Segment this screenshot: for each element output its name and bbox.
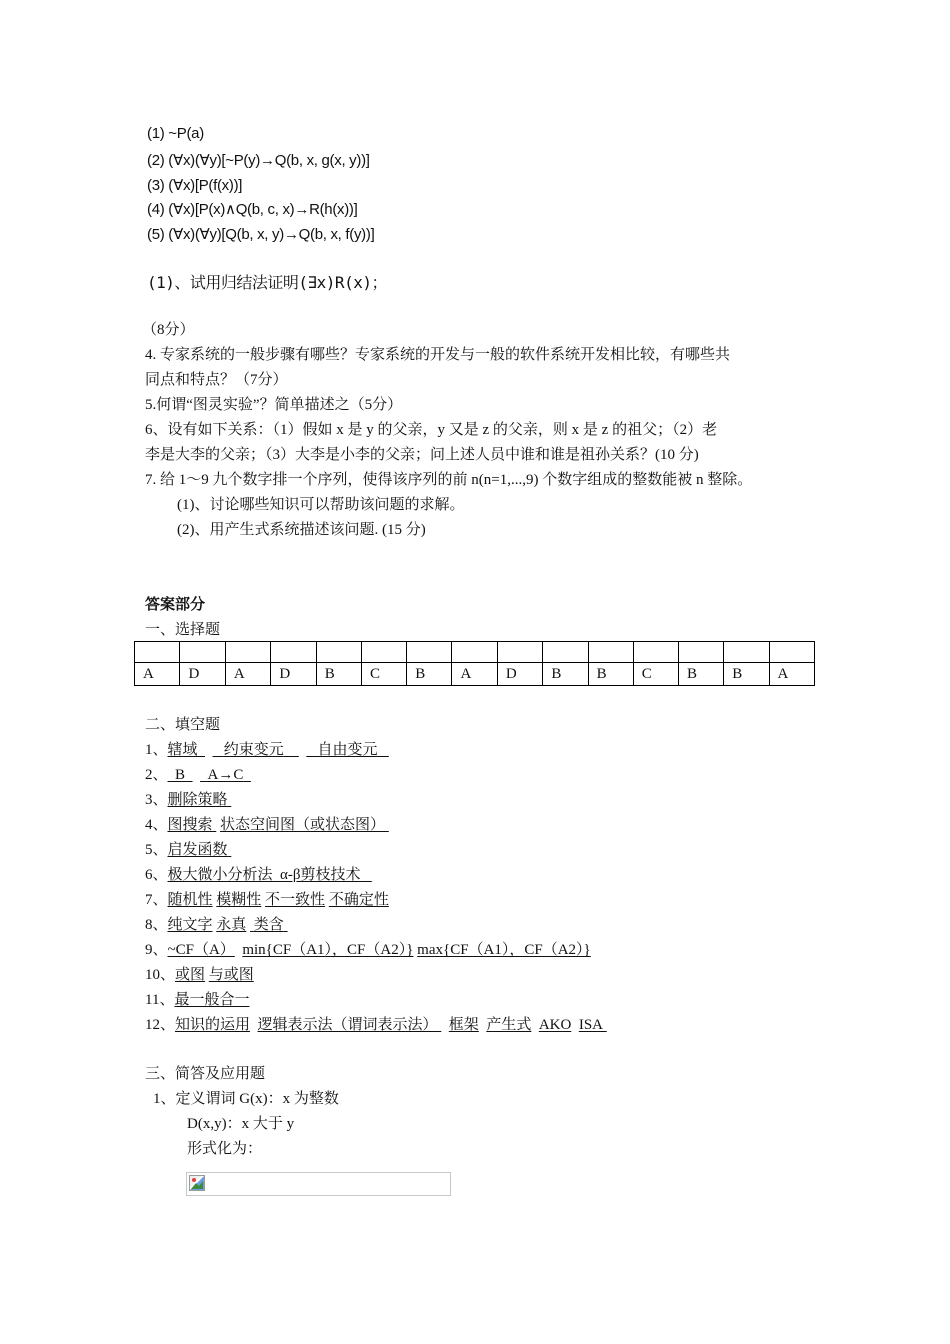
broken-image-icon [189, 1175, 205, 1191]
answers-heading: 答案部分 [145, 597, 206, 613]
fill-item-3 [145, 789, 231, 811]
choice-cell: B [724, 663, 769, 686]
fill-answer: 最一般合一 [174, 992, 250, 1008]
fill-answer: 随机性 [167, 892, 213, 908]
section3-title: 三、简答及应用题 [145, 1066, 266, 1082]
formula-image-placeholder [186, 1172, 451, 1196]
choice-cell: A [452, 663, 497, 686]
fill-item-12 [145, 1014, 607, 1036]
choice-cell: D [271, 663, 316, 686]
fill-answer: 与或图 [208, 967, 254, 983]
fill-item-5 [145, 839, 231, 861]
fill-item-6 [145, 864, 372, 886]
fill-num: 6、 [145, 867, 168, 883]
section1-title: 一、选择题 [145, 622, 221, 638]
choice-cell: B [588, 663, 633, 686]
q4-line1: 4. 专家系统的一般步骤有哪些？专家系统的开发与一般的软件系统开发相比较，有哪些共 [145, 347, 731, 363]
choice-answer-table [134, 641, 815, 686]
fill-answer: AKO [538, 1017, 572, 1033]
fill-num: 10、 [145, 967, 176, 983]
fill-num: 3、 [145, 792, 168, 808]
fill-answer: 启发函数 [167, 842, 228, 858]
fill-item-1 [145, 739, 389, 761]
fill-answer: 删除策略 [167, 792, 228, 808]
fill-item-10 [145, 964, 254, 986]
choice-cell: A [135, 663, 180, 686]
fill-num: 5、 [145, 842, 168, 858]
fill-answer: 框架 [448, 1017, 479, 1033]
fill-num: 1、 [145, 742, 168, 758]
fill-answer: B [175, 767, 186, 783]
fill-num: 12、 [145, 1017, 176, 1033]
fill-answer: 不一致性 [265, 892, 326, 908]
fill-num: 11、 [145, 992, 175, 1008]
fill-answer: 逻辑表示法（谓词表示法） [257, 1017, 438, 1033]
fill-answer: max{CF（A1），CF（A2）} [417, 942, 591, 958]
choice-cell: A [769, 663, 815, 686]
fill-answer: 图搜索 [167, 817, 213, 833]
s3-q1-line2: D(x,y)：x 大于 y [187, 1116, 295, 1132]
q6-line1: 6、设有如下关系：（1）假如 x 是 y 的父亲，y 又是 z 的父亲，则 x 是 z 的祖父；（2）老 [145, 422, 718, 438]
choice-cell: C [361, 663, 406, 686]
premise-4: (4) (∀x)[P(x)∧Q(b, c, x)→R(h(x))] [147, 201, 358, 218]
fill-item-4 [145, 814, 389, 836]
premise-1: (1) ~P(a) [147, 125, 204, 142]
fill-answer: A→C [207, 767, 244, 783]
fill-num: 4、 [145, 817, 168, 833]
s3-q1-line3: 形式化为： [187, 1141, 263, 1157]
premise-2: (2) (∀x)(∀y)[~P(y)→Q(b, x, g(x, y))] [147, 152, 370, 169]
section2-title: 二、填空题 [145, 717, 221, 733]
fill-answer: ISA [578, 1017, 603, 1033]
choice-cell: D [497, 663, 542, 686]
q4-line2: 同点和特点？（7分） [145, 372, 288, 388]
s3-q1-line1: 1、定义谓词 G(x)：x 为整数 [153, 1091, 339, 1107]
fill-answer: 产生式 [486, 1017, 532, 1033]
choice-cell: B [316, 663, 361, 686]
fill-item-2 [145, 764, 251, 786]
q7-line1: 7. 给 1～9 九个数字排一个序列，使得该序列的前 n(n=1,...,9) 个数字组成的整数能被 n 整除。 [145, 472, 753, 488]
choice-cell: A [225, 663, 270, 686]
fill-answer: 不确定性 [328, 892, 389, 908]
fill-answer: 类含 [253, 917, 284, 933]
fill-num: 7、 [145, 892, 168, 908]
fill-answer: 永真 [216, 917, 247, 933]
q3-points: （8分） [142, 322, 195, 338]
fill-num: 9、 [145, 942, 168, 958]
choice-cell: B [407, 663, 452, 686]
fill-item-7 [145, 889, 389, 911]
choice-cell: B [679, 663, 724, 686]
fill-answer: 纯文字 [167, 917, 213, 933]
fill-item-8 [145, 914, 288, 936]
fill-answer: min{CF（A1），CF（A2）} [242, 942, 414, 958]
choice-cell: D [180, 663, 225, 686]
choice-cell: C [633, 663, 678, 686]
fill-answer: α-β剪枝技术 [280, 867, 361, 883]
fill-answer: 自由变元 [317, 742, 378, 758]
fill-item-11 [145, 989, 249, 1011]
table-row [135, 663, 815, 686]
fill-item-9 [145, 939, 591, 961]
fill-answer: ~CF（A） [167, 942, 235, 958]
premise-3: (3) (∀x)[P(f(x))] [147, 177, 243, 194]
fill-num: 8、 [145, 917, 168, 933]
q3-task: (1)、试用归结法证明(∃x)R(x)； [147, 273, 387, 292]
q6-line2: 李是大李的父亲；（3）大李是小李的父亲；问上述人员中谁和谁是祖孙关系？(10 分) [145, 447, 699, 463]
fill-answer: 知识的运用 [175, 1017, 251, 1033]
q7-sub2: (2)、用产生式系统描述该问题. (15 分) [177, 522, 426, 538]
choice-cell: B [543, 663, 588, 686]
fill-num: 2、 [145, 767, 168, 783]
q5: 5.何谓“图灵实验”？简单描述之（5分） [145, 397, 403, 413]
fill-answer: 模糊性 [216, 892, 262, 908]
fill-answer: 极大微小分析法 [167, 867, 273, 883]
fill-answer: 约束变元 [223, 742, 284, 758]
fill-answer: 或图 [175, 967, 206, 983]
premise-5: (5) (∀x)(∀y)[Q(b, x, y)→Q(b, x, f(y))] [147, 226, 375, 243]
fill-answer: 状态空间图（或状态图） [220, 817, 386, 833]
fill-answer: 辖域 [167, 742, 198, 758]
q7-sub1: (1)、讨论哪些知识可以帮助该问题的求解。 [177, 497, 465, 513]
table-row [135, 642, 815, 663]
